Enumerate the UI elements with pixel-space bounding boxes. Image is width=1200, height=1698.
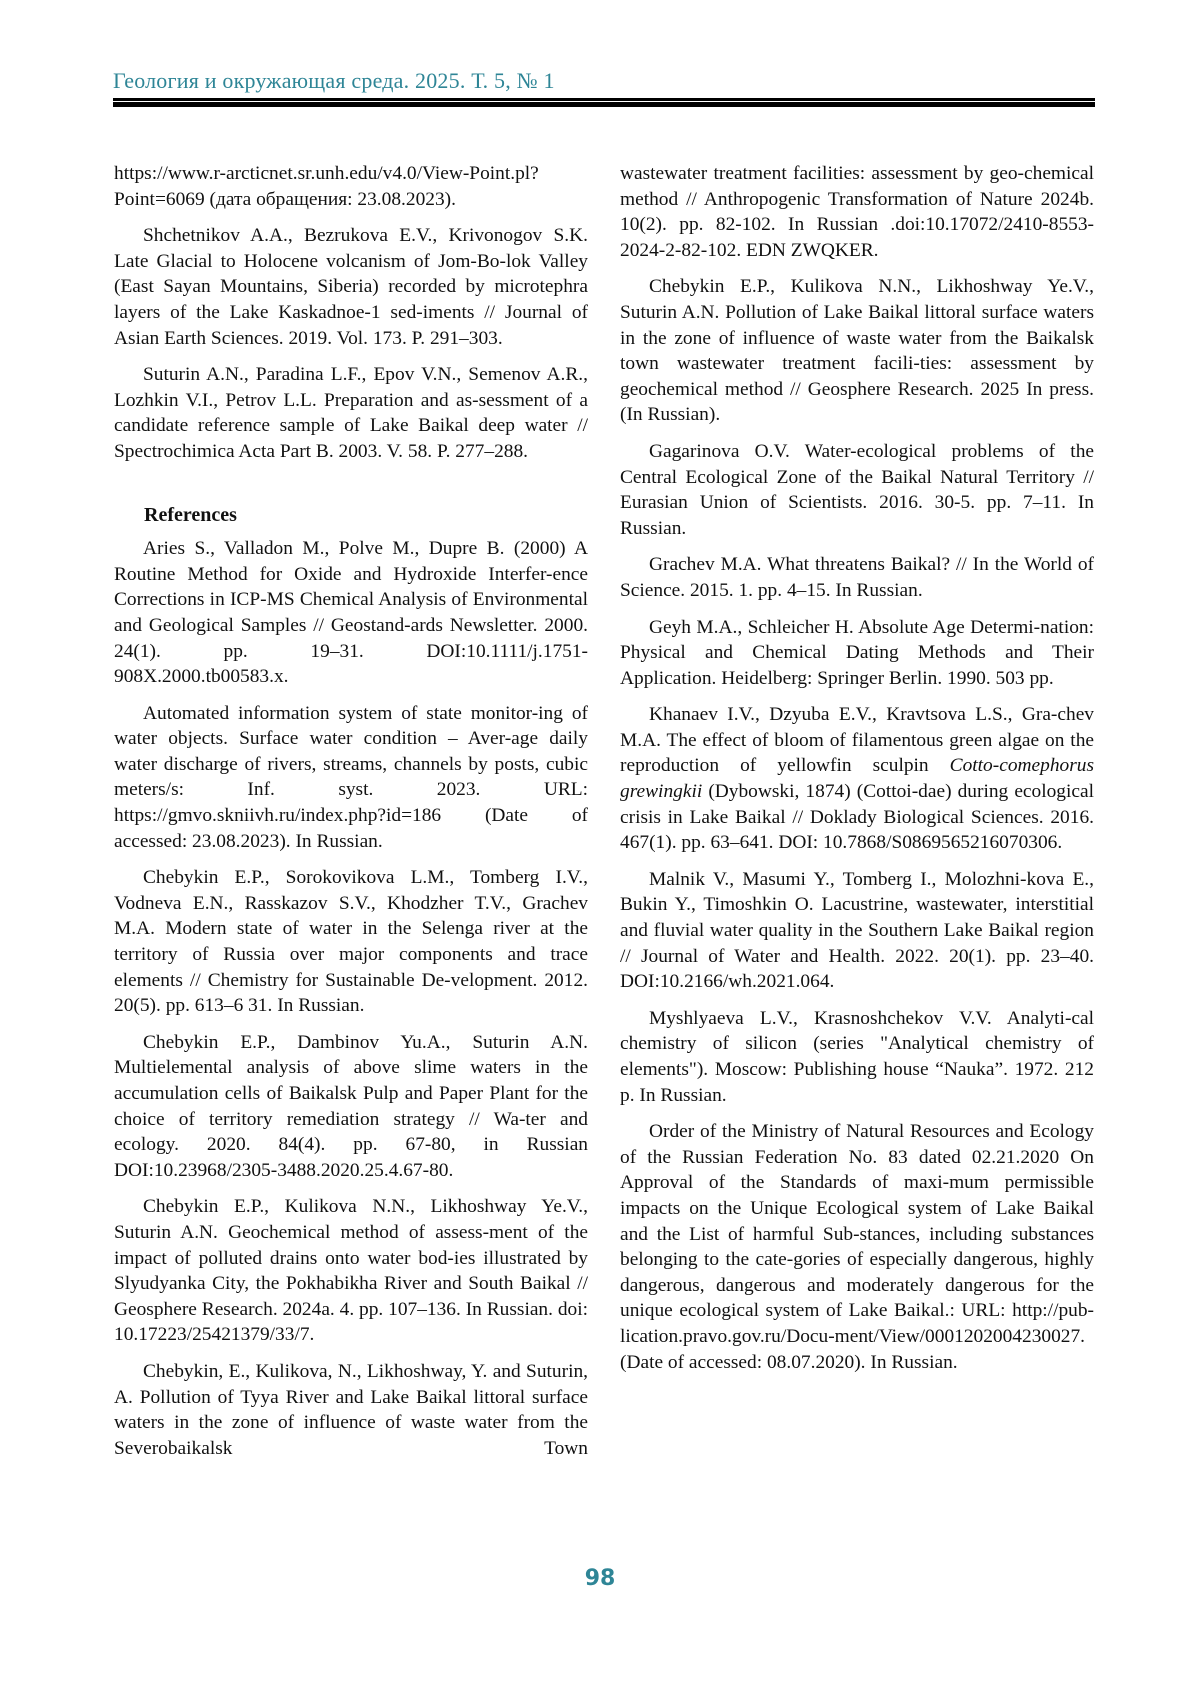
reference-text: (Dybowski, 1874) (Cottoi-dae) during ecological crisis in Lake Baikal // Doklady Biological Sciences. 2016. 467(1). pp. 63–641. DOI: 10.7868/S0869565216070306. [620, 781, 1094, 853]
header-rule [113, 98, 1095, 107]
species-name: Cotto-comephorus grewingkii [620, 755, 1094, 802]
reference-item: Chebykin E.P., Kulikova N.N., Likhoshway Ye.V., Suturin A.N. Geochemical method of assess-ment of the impact of polluted drains onto water bod-ies illustrated by Slyudyanka City, the Pokhabikha River and South Baikal // Geosphere Research. 2024a. 4. pp. 107–136. In Russian. doi: 10.17223/25421379/33/7. [114, 1194, 588, 1348]
reference-item: Automated information system of state monitor-ing of water objects. Surface water condition – Aver-age daily water discharge of rivers, streams, channels by posts, cubic meters/s: Inf. syst. 2023. URL: https://gmvo.skniivh.ru/index.php?id=186 (Date of accessed: 23.08.2023). In Russian. [114, 701, 588, 855]
reference-item: Suturin A.N., Paradina L.F., Epov V.N., Semenov A.R., Lozhkin V.I., Petrov L.L. Preparation and as-sessment of a candidate reference sample of Lake Baikal deep water // Spectrochimica Acta Part B. 2003. V. 58. P. 277–288. [114, 362, 588, 464]
reference-item: Aries S., Valladon M., Polve M., Dupre B. (2000) A Routine Method for Oxide and Hydroxide Interfer-ence Corrections in ICP-MS Chemical Analysis of Environmental and Geological Samples // Geostand-ards Newsletter. 2000. 24(1). pp. 19–31. DOI:10.1111/j.1751-908X.2000.tb00583.x. [114, 536, 588, 690]
reference-text: Khanaev I.V., Dzyuba E.V., Kravtsova L.S., Gra-chev M.A. The effect of bloom of filamentous green algae on the reproduction of yellowfin sculpin [620, 704, 1094, 776]
reference-item: Geyh M.A., Schleicher H. Absolute Age Determi-nation: Physical and Chemical Dating Methods and Their Application. Heidelberg: Springer Berlin. 1990. 503 pp. [620, 615, 1094, 692]
reference-continued: wastewater treatment facilities: assessment by geo-chemical method // Anthropogenic Transformation of Nature 2024b. 10(2). pp. 82-102. In Russian .doi:10.17072/2410-8553-2024-2-82-102. EDN ZWQKER. [620, 161, 1094, 263]
reference-item: Malnik V., Masumi Y., Tomberg I., Molozhni-kova E., Bukin Y., Timoshkin O. Lacustrine, wastewater, interstitial and fluvial water quality in the Southern Lake Baikal region // Journal of Water and Health. 2022. 20(1). pp. 23–40. DOI:10.2166/wh.2021.064. [620, 867, 1094, 995]
journal-header: Геология и окружающая среда. 2025. Т. 5, № 1 [113, 68, 555, 94]
page-number: 98 [0, 1566, 1200, 1591]
reference-item: Grachev M.A. What threatens Baikal? // In the World of Science. 2015. 1. pp. 4–15. In Russian. [620, 552, 1094, 603]
left-column [114, 161, 588, 1472]
reference-item: Myshlyaeva L.V., Krasnoshchekov V.V. Analyti-cal chemistry of silicon (series "Analytical chemistry of elements"). Moscow: Publishing house “Nauka”. 1972. 212 p. In Russian. [620, 1006, 1094, 1108]
reference-item: Chebykin E.P., Sorokovikova L.M., Tomberg I.V., Vodneva E.N., Rasskazov S.V., Khodzher T.V., Grachev M.A. Modern state of water in the Selenga river at the territory of Russia over major components and trace elements // Chemistry for Sustainable De-velopment. 2012. 20(5). pp. 613–6 31. In Russian. [114, 865, 588, 1019]
reference-item: Gagarinova O.V. Water-ecological problems of the Central Ecological Zone of the Baikal Natural Territory // Eurasian Union of Scientists. 2016. 30-5. pp. 7–11. In Russian. [620, 439, 1094, 541]
references-heading: References [144, 503, 588, 529]
reference-item: Order of the Ministry of Natural Resources and Ecology of the Russian Federation No. 83 dated 02.21.2020 On Approval of the Standards of maxi-mum permissible impacts on the Unique Ecological system of Lake Baikal and the List of harmful Sub-stances, including substances belonging to the cate-gories of especially dangerous, highly dangerous, dangerous and moderately dangerous for the unique ecological system of Lake Baikal.: URL: http://pub-lication.pravo.gov.ru/Docu-ment/View/0001202004230027. (Date of accessed: 08.07.2020). In Russian. [620, 1119, 1094, 1375]
right-column [620, 161, 1094, 1386]
reference-item [620, 702, 1094, 856]
reference-item: Chebykin E.P., Kulikova N.N., Likhoshway Ye.V., Suturin A.N. Pollution of Lake Baikal littoral surface waters in the zone of influence of waste water from the Baikalsk town wastewater treatment facili-ties: assessment by geochemical method // Geosphere Research. 2025 In press. (In Russian). [620, 274, 1094, 428]
reference-continued: https://www.r-arcticnet.sr.unh.edu/v4.0/View-Point.pl?Point=6069 (дата обращения: 23.08.2023). [114, 161, 588, 212]
reference-item: Chebykin E.P., Dambinov Yu.A., Suturin A.N. Multielemental analysis of above slime waters in the accumulation cells of Baikalsk Pulp and Paper Plant for the choice of territory remediation strategy // Wa-ter and ecology. 2020. 84(4). pp. 67-80, in Russian DOI:10.23968/2305-3488.2020.25.4.67-80. [114, 1030, 588, 1184]
reference-item: Chebykin, E., Kulikova, N., Likhoshway, Y. and Suturin, A. Pollution of Tyya River and Lake Baikal littoral surface waters in the zone of influence of waste water from the Severobaikalsk Town [114, 1359, 588, 1461]
reference-item: Shchetnikov A.A., Bezrukova E.V., Krivonogov S.K. Late Glacial to Holocene volcanism of Jom-Bo-lok Valley (East Sayan Mountains, Siberia) recorded by microtephra layers of the Lake Kaskadnoe-1 sed-iments // Journal of Asian Earth Sciences. 2019. Vol. 173. P. 291–303. [114, 223, 588, 351]
